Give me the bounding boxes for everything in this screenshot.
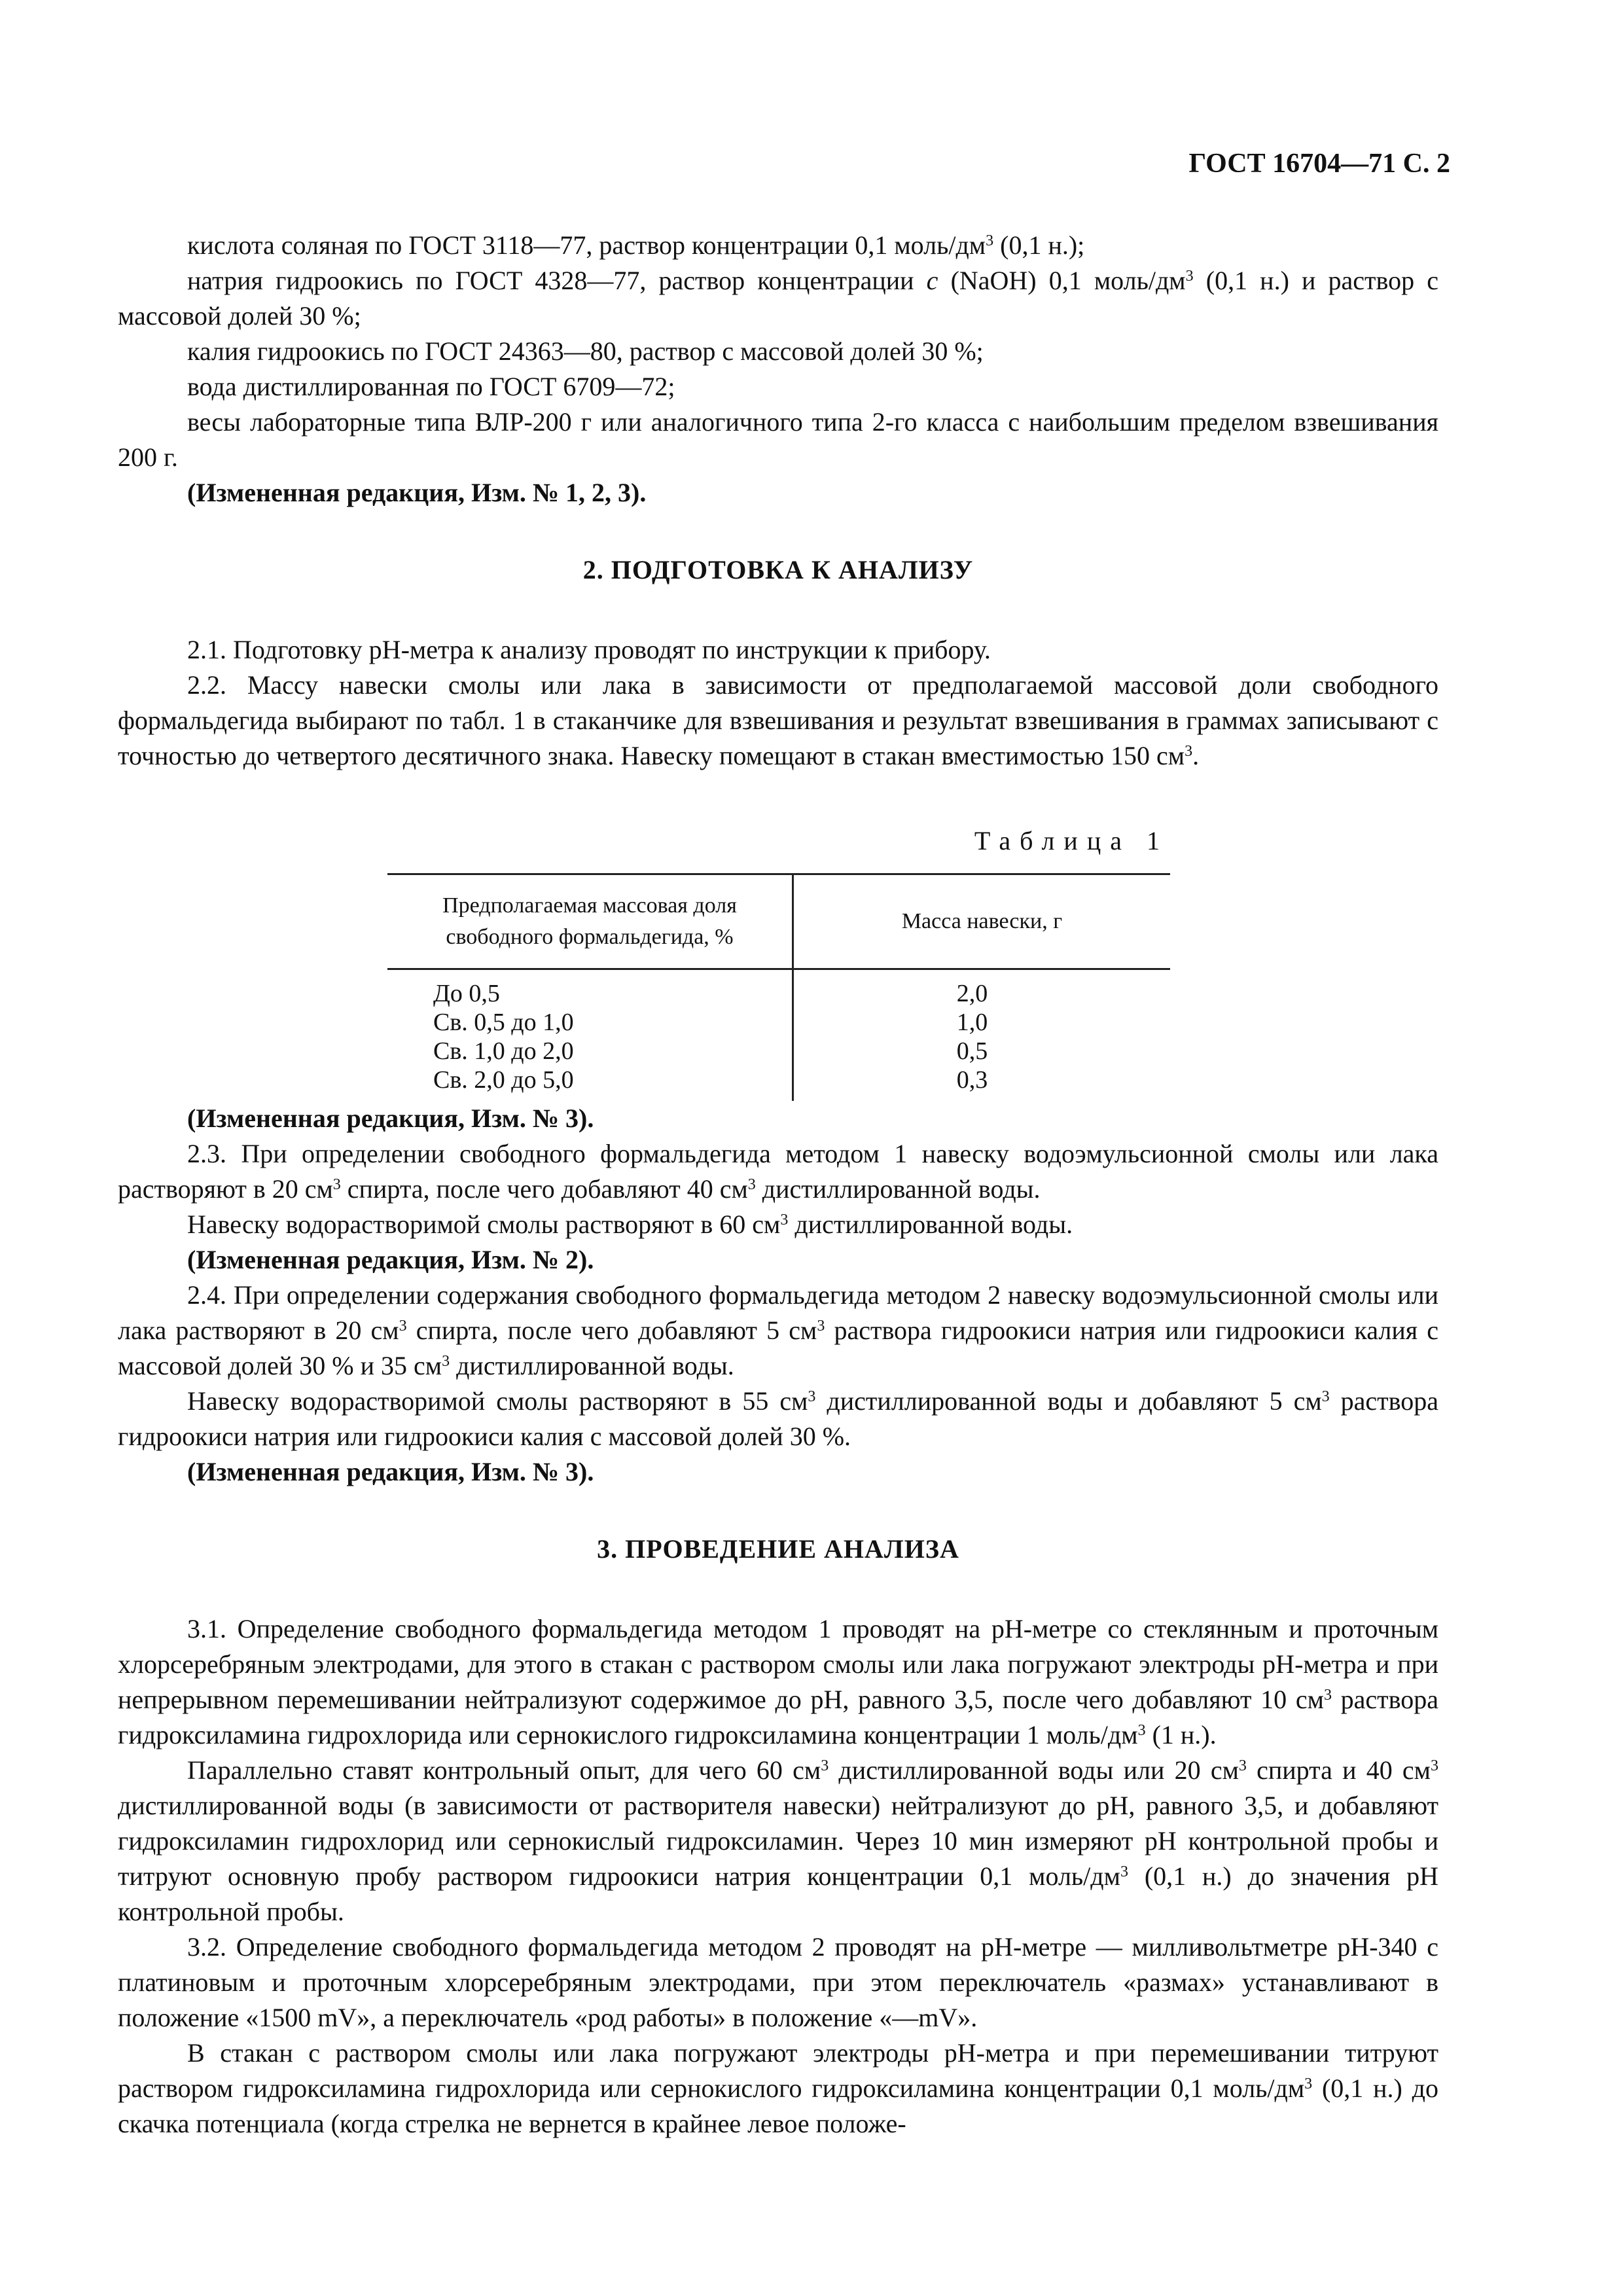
table-row: Св. 2,0 до 5,0 0,3 bbox=[387, 1066, 1170, 1101]
paragraph-3-1: 3.1. Определение свободного формальдегида методом 1 проводят на рН-метре со стеклянным и проточным хлорсеребряным электродами, для этого в стакан с раствором смолы или лака погружают электроды рН-метра и при непрерывном перемешивании нейтрализуют содержимое до рН, равного 3,5, после чего добавляют 10 $см^3$ раствора гидроксиламина гидрохлорида или сернокислого гидроксиламина концентрации 1 моль/$дм^3$ (1 н.). bbox=[118, 1614, 1439, 1749]
reagent-hydrochloric-acid: кислота соляная по ГОСТ 3118—77, раствор концентрации 0,1 моль/$дм^3$ (0,1 н.); bbox=[187, 230, 1085, 260]
edition-note: (Измененная редакция, Изм. № 1, 2, 3). bbox=[187, 478, 647, 507]
table-1 bbox=[387, 873, 1170, 1101]
section-2-title: 2. ПОДГОТОВКА К АНАЛИЗУ bbox=[582, 555, 974, 584]
document-body bbox=[118, 228, 1438, 2142]
edition-note: (Измененная редакция, Изм. № 3). bbox=[187, 1457, 594, 1486]
edition-note: (Измененная редакция, Изм. № 2). bbox=[187, 1245, 594, 1274]
table-row: Св. 1,0 до 2,0 0,5 bbox=[387, 1037, 1170, 1066]
paragraph-3-1-control: Параллельно ставят контрольный опыт, для чего 60 $см^3$ дистиллированной воды или 20 $см^3$ спирта и 40 $см^3$ дистиллированной воды (в зависимости от растворителя навески) нейтрализуют до рН, равного 3,5, и добавляют гидроксиламин гидрохлорид или сернокислый гидроксиламин. Через 10 мин измеряют рН контрольной пробы и титруют основную пробу раствором гидроокиси натрия концентрации 0,1 моль/$дм^3$ (0,1 н.) до значения рН контрольной пробы. bbox=[118, 1755, 1439, 1926]
paragraph-2-4-water: Навеску водорастворимой смолы растворяют в 55 $см^3$ дистиллированной воды и добавляют 5 $см^3$ раствора гидроокиси натрия или гидроокиси калия с массовой долей 30 %. bbox=[118, 1386, 1438, 1451]
paragraph-2-2: 2.2. Массу навески смолы или лака в зависимости от предполагаемой массовой доли свободного формальдегида выбирают по табл. 1 в стаканчике для взвешивания и результат взвешивания в граммах записывают с точностью до четвертого десятичного знака. Навеску помещают в стакан вместимостью 150 $см^3$. bbox=[118, 670, 1438, 770]
reagent-distilled-water: вода дистиллированная по ГОСТ 6709—72; bbox=[187, 372, 675, 401]
edition-note: (Измененная редакция, Изм. № 3). bbox=[187, 1103, 594, 1133]
paragraph-2-3: 2.3. При определении свободного формальдегида методом 1 навеску водоэмульсионной смолы или лака растворяют в 20 $см^3$ спирта, после чего добавляют 40 $см^3$ дистиллированной воды. bbox=[118, 1139, 1438, 1204]
paragraph-3-2: 3.2. Определение свободного формальдегида методом 2 проводят на рН-метре — милливольтметре рН-340 с платиновым и проточным хлорсеребряным электродами, при этом переключатель «размах» устанавливают в положение «1500 mV», а переключатель «род работы» в положение «—mV». bbox=[118, 1932, 1438, 2032]
section-3-title: 3. ПРОВЕДЕНИЕ АНАЛИЗА bbox=[597, 1534, 959, 1564]
paragraph-2-3-water: Навеску водорастворимой смолы растворяют в 60 $см^3$ дистиллированной воды. bbox=[187, 1210, 1073, 1239]
table-header-fraction: Предполагаемая массовая доля свободного формальдегида, % bbox=[387, 874, 793, 969]
paragraph-2-1: 2.1. Подготовку рН-метра к анализу проводят по инструкции к прибору. bbox=[187, 635, 991, 664]
table-caption: Таблица 1 bbox=[974, 826, 1169, 855]
paragraph-2-4: 2.4. При определении содержания свободного формальдегида методом 2 навеску водоэмульсионной смолы или лака растворяют в 20 $см^3$ спирта, после чего добавляют 5 $см^3$ раствора гидроокиси натрия или гидроокиси калия с массовой долей 30 % и 35 $см^3$ дистиллированной воды. bbox=[118, 1280, 1438, 1380]
table-row: До 0,5 2,0 bbox=[387, 969, 1170, 1009]
table-row: Св. 0,5 до 1,0 1,0 bbox=[387, 1008, 1170, 1037]
paragraph-3-2-titration: В стакан с раствором смолы или лака погружают электроды рН-метра и при перемешивании титруют раствором гидроксиламина гидрохлорида или сернокислого гидроксиламина концентрации 0,1 моль/$дм^3$ (0,1 н.) до скачка потенциала (когда стрелка не вернется в крайнее левое положе- bbox=[118, 2038, 1438, 2138]
reagent-potassium-hydroxide: калия гидроокись по ГОСТ 24363—80, раствор с массовой долей 30 %; bbox=[187, 336, 984, 366]
page-header: ГОСТ 16704—71 С. 2 bbox=[1188, 149, 1450, 179]
table-header-mass: Масса навески, г bbox=[793, 874, 1171, 969]
equipment-scales: весы лабораторные типа ВЛР-200 г или аналогичного типа 2-го класса с наибольшим пределом взвешивания 200 г. bbox=[118, 407, 1438, 472]
reagent-sodium-hydroxide: натрия гидроокись по ГОСТ 4328—77, раствор концентрации c (NaOH) 0,1 моль/$дм^3$ (0,1 н.) и раствор с массовой долей 30 %; bbox=[118, 266, 1439, 331]
